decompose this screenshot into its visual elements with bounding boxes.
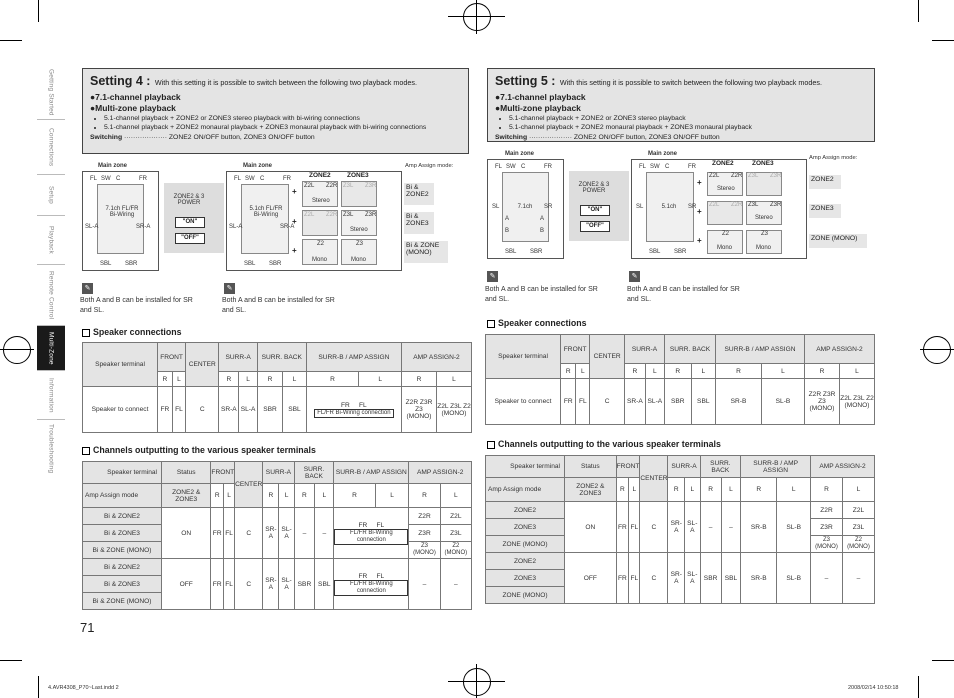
channels-table-right: Speaker terminal Status FRONT CENTER SURR-A SURR. BACK SURR-B / AMP ASSIGN AMP ASSIGN-2 Amp Assign mode ZONE2 & ZONE3 R L R L R L R L R L ZONE2 ON FR FL C SR-A SL-A – – SR-B SL-B Z2R Z2L ZONE3 Z3R Z3L ZONE (MONO) Z3 (MONO) Z2 (MONO) ZONE2 OFF FR FL C SR-A SL-A SBR SBL SR-B SL-B – – ZONE3 ZONE (MONO) xyxy=(485,455,875,604)
off-button[interactable]: "OFF" xyxy=(580,221,610,232)
footer-date: 2008/02/14 10:50:18 xyxy=(848,685,899,691)
tab-remote-control[interactable]: Remote Control xyxy=(37,265,65,326)
power-label: ZONE2 & 3 POWER xyxy=(173,194,205,206)
option-7-1: ●7.1-channel playback xyxy=(90,92,181,102)
amp-mode-label: Bi & ZONE3 xyxy=(404,212,434,234)
crop-mark xyxy=(932,40,954,41)
amp-mode-label: ZONE (MONO) xyxy=(809,234,867,248)
footer-file: 4.AVR4308_P70~Last.indd 2 xyxy=(48,685,119,691)
bullet-item: • 5.1-channel playback + ZONE2 monaural playback + ZONE3 monaural playback xyxy=(509,123,867,132)
registration-mark xyxy=(923,336,951,364)
page-number: 71 xyxy=(80,620,95,635)
multizone-diagram: FL SW C FR SL 5.1ch SR SBL SBR ZONE2 ZONE3 Z2L Z2R Z3L Z3R Stereo Z2L Z2R Z3L Z3R Stereo Z2 Z3 Mono Mono xyxy=(631,159,807,259)
channels-table-left: Speaker terminal Status FRONT CENTER SURR-A SURR. BACK SURR-B / AMP ASSIGN AMP ASSIGN-2 Amp Assign mode ZONE2 & ZONE3 R L R L R L R L R L Bi & ZONE2 ON FR FL C SR-A SL-A – – FR FL FL/FR Bi-Wiring connection Z2R Z2L Bi & ZONE3 Z3R Z3L Bi & ZONE (MONO) Z3 (MONO) Z2 (MONO) Bi & ZONE2 OFF FR FL C SR-A SL-A SBR SBL FR FL FL/FR Bi-Wiring connection – – Bi & ZONE3 Bi & ZONE (MONO) xyxy=(82,461,472,610)
note-icon: ✎ xyxy=(487,271,498,282)
crop-mark xyxy=(38,676,39,698)
section-heading: Speaker connections xyxy=(82,327,182,337)
crop-mark xyxy=(918,676,919,698)
note-icon: ✎ xyxy=(82,283,93,294)
note-text: Both A and B can be installed for SR and SL. xyxy=(222,297,335,314)
registration-line xyxy=(0,349,34,350)
section-heading: Speaker connections xyxy=(487,318,587,328)
room xyxy=(97,184,144,254)
amp-mode-label: Bi & ZONE2 xyxy=(404,183,434,205)
tab-getting-started[interactable]: Getting Started xyxy=(37,65,65,120)
room-label: 7.1ch FL/FR Bi-Wiring xyxy=(105,206,139,218)
chapter-tabs xyxy=(37,65,65,478)
option-multizone: ●Multi-zone playback xyxy=(495,103,581,113)
amp-mode-label: ZONE2 xyxy=(809,175,841,189)
section-heading: Channels outputting to the various speaker terminals xyxy=(82,445,316,455)
on-button[interactable]: "ON" xyxy=(175,217,205,228)
amp-assign-heading: Amp Assign mode: xyxy=(405,163,454,169)
switching-line: Switching ··················· ZONE2 ON/OFF button, ZONE3 ON/OFF button xyxy=(90,134,315,141)
tab-playback[interactable]: Playback xyxy=(37,216,65,265)
registration-line xyxy=(920,349,954,350)
switching-line: Switching ··················· ZONE2 ON/OFF button, ZONE3 ON/OFF button xyxy=(495,134,720,141)
registration-line xyxy=(476,0,477,34)
tab-troubleshooting[interactable]: Troubleshooting xyxy=(47,424,55,474)
section-heading: Channels outputting to the various speaker terminals xyxy=(487,439,721,449)
tab-setup[interactable]: Setup xyxy=(37,175,65,216)
bullet-item: • 5.1-channel playback + ZONE2 or ZONE3 stereo playback xyxy=(509,114,867,123)
speaker-connections-table-left: Speaker terminal FRONT CENTER SURR-A SURR. BACK SURR-B / AMP ASSIGN AMP ASSIGN-2 R L R L R L R L R L Speaker to connect FR FL C SR-A SL-A SBR SBL FR FL FL/FR Bi-Wiring connection Z2R Z3R Z3 (MONO) Z2L Z3L Z2 (MONO) xyxy=(82,342,472,433)
amp-mode-label: Bi & ZONE (MONO) xyxy=(404,241,448,263)
bullet-item: • 5.1-channel playback + ZONE2 monaural playback + ZONE3 monaural playback with bi-wiring connections xyxy=(104,123,461,132)
crop-mark xyxy=(38,0,39,22)
note-text: Both A and B can be installed for SR and SL. xyxy=(80,297,193,314)
crop-mark xyxy=(932,660,954,661)
registration-line xyxy=(448,16,505,17)
off-button[interactable]: "OFF" xyxy=(175,233,205,244)
main-zone-7-1-diagram: FL SW C FR 7.1ch FL/FR Bi-Wiring SL-A SR-A SBL SBR xyxy=(82,171,159,271)
registration-mark xyxy=(463,3,491,31)
setting-intro: With this setting it is possible to switch between the following two playback modes. xyxy=(559,78,822,87)
registration-mark xyxy=(3,336,31,364)
option-multizone: ●Multi-zone playback xyxy=(90,103,176,113)
setting-title: Setting 5 : xyxy=(495,74,556,88)
crop-mark xyxy=(0,40,22,41)
registration-line xyxy=(448,681,505,682)
note-icon: ✎ xyxy=(224,283,235,294)
main-zone-label: Main zone xyxy=(98,163,128,169)
crop-mark xyxy=(918,0,919,22)
tab-multi-zone[interactable]: Multi-Zone xyxy=(37,326,65,371)
setting-title: Setting 4 : xyxy=(90,74,151,88)
setting-5-box xyxy=(487,68,875,142)
note-icon: ✎ xyxy=(629,271,640,282)
tab-information[interactable]: Information xyxy=(37,371,65,420)
amp-mode-label: ZONE3 xyxy=(809,204,841,218)
registration-mark xyxy=(463,668,491,696)
on-button[interactable]: "ON" xyxy=(580,205,610,216)
main-zone-7-1-diagram: FL SW C FR SL 7.1ch SR A A B B SBL SBR xyxy=(487,159,564,259)
setting-intro: With this setting it is possible to switch between the following two playback modes. xyxy=(154,78,417,87)
tab-connections[interactable]: Connections xyxy=(37,120,65,175)
setting-4-box xyxy=(82,68,469,154)
multizone-diagram: FL SW C FR 5.1ch FL/FR Bi-Wiring SL-A SR-A SBL SBR ZONE2 ZONE3 Z2L Z2R Z3L Z3R Stereo Z2L Z2R Z3L Z3R Stereo Z2 Z3 Mono Mono xyxy=(226,171,402,271)
bullet-item: • 5.1-channel playback + ZONE2 or ZONE3 stereo playback with bi-wiring connections xyxy=(104,114,461,123)
speaker-connections-table-right: Speaker terminal FRONT CENTER SURR-A SURR. BACK SURR-B / AMP ASSIGN AMP ASSIGN-2 R L R L R L R L R L Speaker to connect FR FL C SR-A SL-A SBR SBL SR-B SL-B Z2R Z3R Z3 (MONO) Z2L Z3L Z2 (MONO) xyxy=(485,334,875,425)
crop-mark xyxy=(0,660,22,661)
option-7-1: ●7.1-channel playback xyxy=(495,92,586,102)
